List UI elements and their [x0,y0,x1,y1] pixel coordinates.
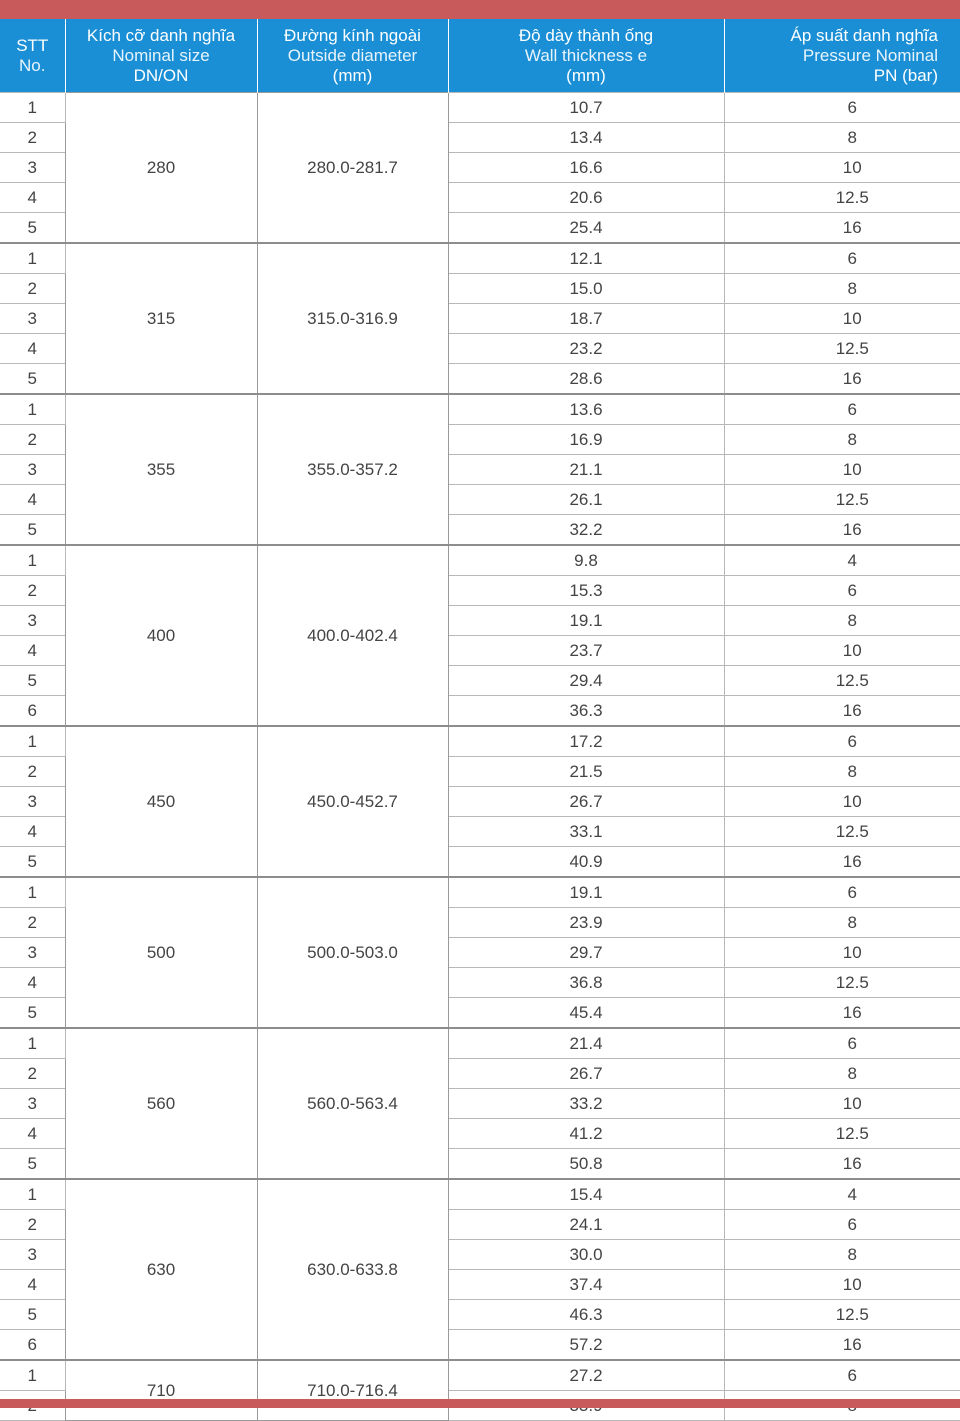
cell-pressure: 10 [724,938,960,968]
table-row [0,394,960,425]
cell-stt: 4 [0,1119,65,1149]
cell-stt: 4 [0,968,65,998]
header-wall-unit: (mm) [566,65,606,85]
table-row [0,1179,960,1210]
cell-wall-thickness: 12.1 [448,243,724,274]
cell-wall-thickness: 21.1 [448,455,724,485]
header-od-vi: Đường kính ngoài [284,25,421,45]
cell-wall-thickness: 33.2 [448,1089,724,1119]
cell-wall-thickness: 18.7 [448,304,724,334]
cell-pressure: 8 [724,757,960,787]
cell-pressure: 6 [724,1028,960,1059]
cell-pressure: 6 [724,877,960,908]
header-size-en: Nominal size [112,45,210,65]
cell-nominal-size: 560 [65,1028,257,1179]
cell-wall-thickness: 36.3 [448,696,724,727]
cell-wall-thickness: 15.3 [448,576,724,606]
cell-pressure: 8 [724,606,960,636]
header-od-en: Outside diameter [287,45,418,65]
header-size-unit: DN/ON [133,65,189,85]
table-body [0,93,960,1421]
table-row [0,545,960,576]
cell-wall-thickness: 19.1 [448,606,724,636]
cell-wall-thickness: 57.2 [448,1330,724,1361]
cell-pressure: 8 [724,425,960,455]
cell-pressure: 16 [724,696,960,727]
cell-pressure: 12.5 [724,1119,960,1149]
cell-pressure: 16 [724,213,960,244]
cell-stt: 3 [0,1240,65,1270]
cell-pressure: 16 [724,1330,960,1361]
cell-wall-thickness: 15.4 [448,1179,724,1210]
cell-stt: 5 [0,666,65,696]
cell-wall-thickness: 46.3 [448,1300,724,1330]
cell-pressure: 16 [724,998,960,1029]
header-size-vi: Kích cỡ danh nghĩa [86,25,236,45]
cell-nominal-size: 710 [65,1360,257,1421]
cell-pressure: 6 [724,1360,960,1391]
cell-outside-diameter: 560.0-563.4 [257,1028,448,1179]
header-stt-en: No. [19,55,46,75]
cell-wall-thickness: 13.6 [448,394,724,425]
header-pn-en: Pressure Nominal [802,45,938,65]
cell-stt: 3 [0,787,65,817]
cell-nominal-size: 315 [65,243,257,394]
cell-stt: 2 [0,123,65,153]
cell-outside-diameter: 355.0-357.2 [257,394,448,545]
header-od-unit: (mm) [332,65,373,85]
pipe-spec-table [0,19,960,1421]
cell-pressure: 16 [724,515,960,546]
cell-pressure: 16 [724,364,960,395]
cell-stt: 1 [0,1179,65,1210]
cell-wall-thickness: 26.7 [448,1059,724,1089]
cell-wall-thickness: 9.8 [448,545,724,576]
cell-wall-thickness: 15.0 [448,274,724,304]
cell-stt: 2 [0,1059,65,1089]
cell-pressure: 6 [724,1210,960,1240]
cell-nominal-size: 450 [65,726,257,877]
cell-stt: 1 [0,1360,65,1391]
cell-stt: 4 [0,817,65,847]
cell-stt: 6 [0,1330,65,1361]
cell-stt: 3 [0,1089,65,1119]
cell-pressure: 10 [724,455,960,485]
cell-nominal-size: 630 [65,1179,257,1360]
cell-pressure: 16 [724,1149,960,1180]
cell-wall-thickness: 29.4 [448,666,724,696]
cell-pressure: 10 [724,1270,960,1300]
table-row [0,1028,960,1059]
header-wall-vi: Độ dày thành ống [518,25,654,45]
header-pn-vi: Áp suất danh nghĩa [790,25,938,45]
cell-wall-thickness: 20.6 [448,183,724,213]
table-row [0,1360,960,1391]
cell-wall-thickness: 36.8 [448,968,724,998]
header-pn-unit: PN (bar) [873,65,938,85]
cell-stt: 5 [0,213,65,244]
cell-stt: 3 [0,938,65,968]
cell-outside-diameter: 280.0-281.7 [257,93,448,244]
cell-stt: 2 [0,425,65,455]
cell-wall-thickness: 23.7 [448,636,724,666]
cell-stt: 1 [0,93,65,123]
cell-pressure: 6 [724,576,960,606]
cell-stt: 2 [0,908,65,938]
cell-wall-thickness: 28.6 [448,364,724,395]
cell-stt: 3 [0,606,65,636]
cell-wall-thickness: 21.4 [448,1028,724,1059]
cell-wall-thickness: 16.6 [448,153,724,183]
cell-wall-thickness: 27.2 [448,1360,724,1391]
cell-stt: 2 [0,274,65,304]
cell-wall-thickness: 45.4 [448,998,724,1029]
cell-wall-thickness: 30.0 [448,1240,724,1270]
cell-wall-thickness: 26.7 [448,787,724,817]
table-header [0,19,960,93]
cell-nominal-size: 500 [65,877,257,1028]
header-nominal-size [65,19,257,93]
header-pressure-nominal [724,19,960,93]
header-stt [0,19,65,93]
cell-wall-thickness: 24.1 [448,1210,724,1240]
cell-stt: 6 [0,696,65,727]
cell-pressure: 10 [724,1089,960,1119]
cell-stt: 1 [0,726,65,757]
cell-wall-thickness: 25.4 [448,213,724,244]
cell-pressure: 8 [724,908,960,938]
cell-nominal-size: 355 [65,394,257,545]
cell-stt: 5 [0,1149,65,1180]
cell-stt: 4 [0,1270,65,1300]
cell-wall-thickness: 21.5 [448,757,724,787]
cell-stt: 2 [0,1210,65,1240]
cell-wall-thickness: 16.9 [448,425,724,455]
cell-outside-diameter: 710.0-716.4 [257,1360,448,1421]
cell-pressure: 6 [724,394,960,425]
cell-wall-thickness: 10.7 [448,93,724,123]
cell-pressure: 8 [724,123,960,153]
cell-wall-thickness: 19.1 [448,877,724,908]
cell-nominal-size: 280 [65,93,257,244]
cell-pressure: 6 [724,93,960,123]
cell-stt: 5 [0,998,65,1029]
cell-wall-thickness: 33.1 [448,817,724,847]
cell-stt: 1 [0,877,65,908]
cell-wall-thickness: 26.1 [448,485,724,515]
cell-wall-thickness: 29.7 [448,938,724,968]
cell-pressure: 12.5 [724,666,960,696]
cell-outside-diameter: 400.0-402.4 [257,545,448,726]
cell-outside-diameter: 315.0-316.9 [257,243,448,394]
cell-wall-thickness: 23.9 [448,908,724,938]
cell-pressure: 12.5 [724,1300,960,1330]
cell-stt: 5 [0,847,65,878]
top-accent-bar [0,0,960,19]
cell-wall-thickness: 32.2 [448,515,724,546]
table-row [0,877,960,908]
table-row [0,243,960,274]
cell-pressure: 10 [724,636,960,666]
cell-pressure: 8 [724,1059,960,1089]
cell-stt: 4 [0,183,65,213]
cell-pressure: 8 [724,274,960,304]
cell-pressure: 10 [724,153,960,183]
cell-pressure: 12.5 [724,183,960,213]
cell-stt: 4 [0,636,65,666]
cell-wall-thickness: 50.8 [448,1149,724,1180]
cell-outside-diameter: 630.0-633.8 [257,1179,448,1360]
table-row [0,93,960,123]
cell-pressure: 8 [724,1240,960,1270]
cell-wall-thickness: 23.2 [448,334,724,364]
cell-wall-thickness: 17.2 [448,726,724,757]
cell-nominal-size: 400 [65,545,257,726]
cell-wall-thickness: 13.4 [448,123,724,153]
cell-pressure: 12.5 [724,968,960,998]
cell-stt: 2 [0,757,65,787]
cell-pressure: 12.5 [724,334,960,364]
cell-stt: 5 [0,1300,65,1330]
cell-stt: 3 [0,455,65,485]
cell-pressure: 4 [724,1179,960,1210]
cell-pressure: 12.5 [724,485,960,515]
header-wall-thickness [448,19,724,93]
cell-pressure: 4 [724,545,960,576]
cell-stt: 5 [0,364,65,395]
cell-pressure: 16 [724,847,960,878]
cell-stt: 1 [0,1028,65,1059]
cell-pressure: 6 [724,726,960,757]
cell-pressure: 12.5 [724,817,960,847]
cell-stt: 1 [0,394,65,425]
cell-wall-thickness: 41.2 [448,1119,724,1149]
header-stt-vi: STT [16,35,49,55]
bottom-accent-bar [0,1399,960,1408]
cell-stt: 4 [0,334,65,364]
cell-pressure: 10 [724,787,960,817]
header-outside-diameter [257,19,448,93]
cell-outside-diameter: 500.0-503.0 [257,877,448,1028]
cell-outside-diameter: 450.0-452.7 [257,726,448,877]
cell-stt: 1 [0,545,65,576]
cell-stt: 3 [0,153,65,183]
table-row [0,726,960,757]
cell-stt: 1 [0,243,65,274]
cell-wall-thickness: 37.4 [448,1270,724,1300]
cell-pressure: 10 [724,304,960,334]
cell-stt: 2 [0,576,65,606]
header-wall-en: Wall thickness e [524,45,648,65]
cell-stt: 5 [0,515,65,546]
cell-wall-thickness: 40.9 [448,847,724,878]
cell-stt: 4 [0,485,65,515]
cell-stt: 3 [0,304,65,334]
cell-pressure: 6 [724,243,960,274]
